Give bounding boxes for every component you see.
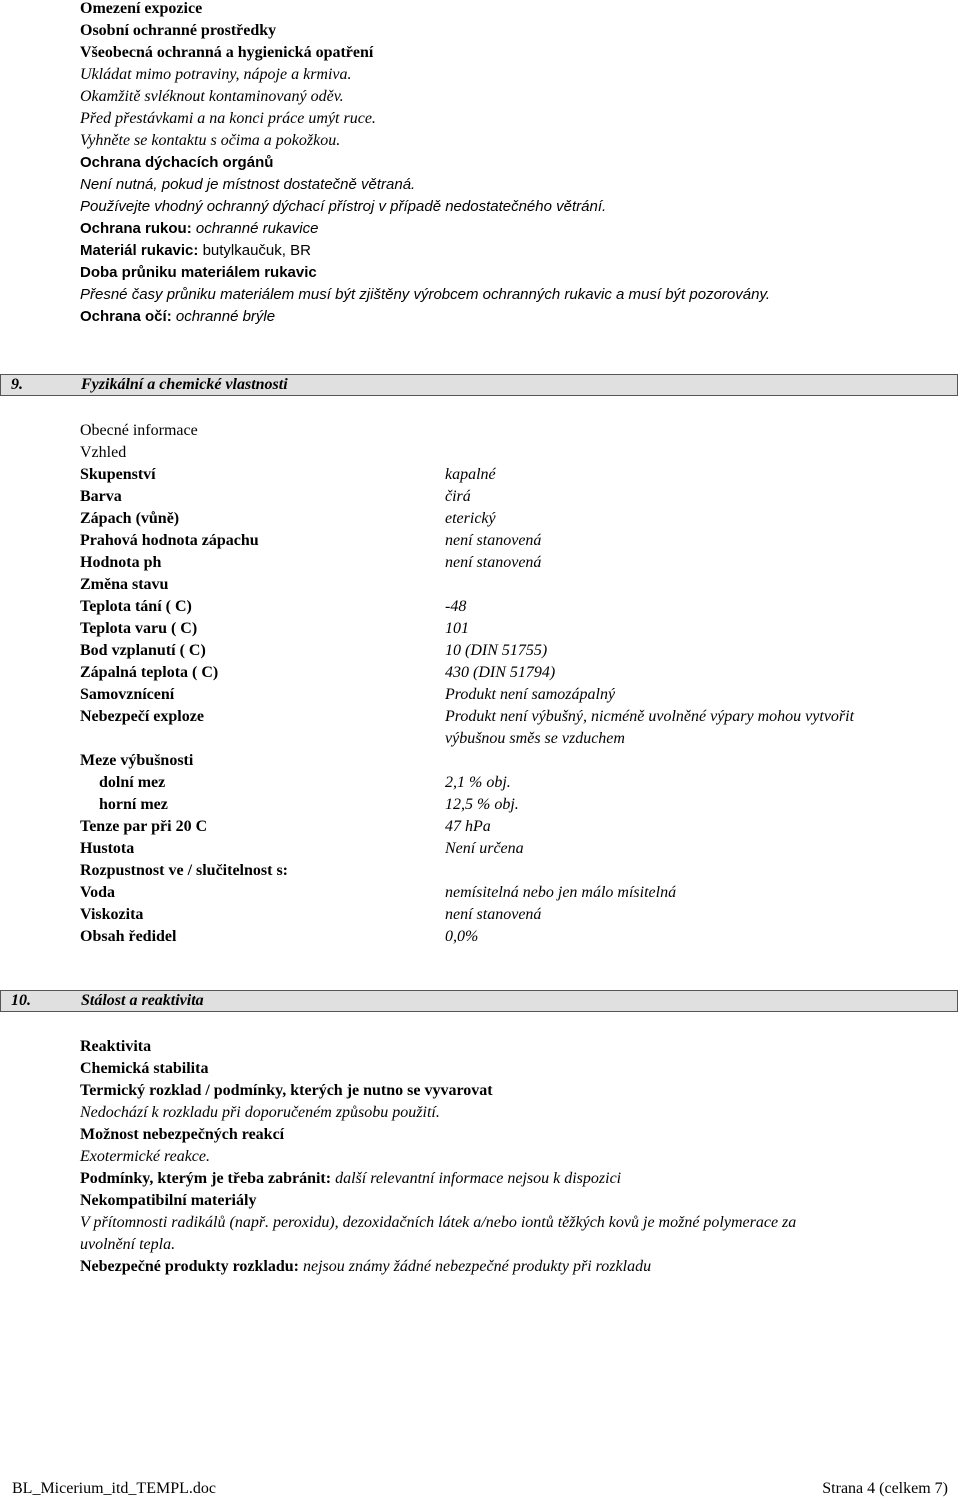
hand-protection-value: ochranné rukavice: [195, 220, 319, 237]
decomp-products-value: nejsou známy žádné nebezpečné produkty při rozkladu: [302, 1258, 652, 1275]
general-info-heading: Obecné informace: [80, 422, 198, 439]
incompatible-heading: Nekompatibilní materiály: [80, 1192, 257, 1209]
change-of-state-heading: Změna stavu: [80, 576, 169, 593]
reactivity-heading: Reaktivita: [80, 1038, 152, 1055]
incompatible-text: V přítomnosti radikálů (např. peroxidu), dezoxidačních látek a/nebo iontů těžkých kovů je možné polymerace za: [80, 1214, 797, 1231]
incompatible-text-cont: uvolnění tepla.: [80, 1236, 176, 1253]
decomposition-heading: Termický rozklad / podmínky, kterých je nutno se vyvarovat: [80, 1082, 493, 1099]
footer-filename: BL_Micerium_itd_TEMPL.doc: [12, 1480, 216, 1497]
hand-protection-label: Ochrana rukou:: [80, 220, 192, 237]
respiratory-item: Používejte vhodný ochranný dýchací přístroj v případě nedostatečného větrání.: [80, 198, 607, 215]
odor-value: eterický: [445, 510, 496, 527]
odor-threshold-value: není stanovená: [445, 532, 542, 549]
boiling-point-label: Teplota varu ( C): [80, 620, 198, 637]
lower-limit-value: 2,1 % obj.: [445, 774, 511, 791]
explosion-hazard-value-cont: výbušnou směs se vzduchem: [445, 730, 625, 747]
conditions-value: další relevantní informace nejsou k dispozici: [335, 1170, 622, 1187]
section-10-header: [0, 990, 958, 1012]
eye-protection-value: ochranné brýle: [175, 308, 276, 325]
water-label: Voda: [80, 884, 115, 901]
melting-point-label: Teplota tání ( C): [80, 598, 192, 615]
ph-value: není stanovená: [445, 554, 542, 571]
ignition-temp-label: Zápalná teplota ( C): [80, 664, 219, 681]
decomp-products-label: Nebezpečné produkty rozkladu:: [80, 1258, 299, 1275]
hazardous-reactions-heading: Možnost nebezpečných reakcí: [80, 1126, 285, 1143]
respiratory-item: Není nutná, pokud je místnost dostatečně větraná.: [80, 176, 416, 193]
breakthrough-heading: Doba průniku materiálem rukavic: [80, 264, 317, 281]
glove-material-label: Materiál rukavic:: [80, 242, 199, 259]
vapor-pressure-label: Tenze par při 20 C: [80, 818, 208, 835]
water-value: nemísitelná nebo jen málo mísitelná: [445, 884, 677, 901]
flash-point-value: 10 (DIN 51755): [445, 642, 548, 659]
hygiene-heading: Všeobecná ochranná a hygienická opatření: [80, 44, 374, 61]
odor-label: Zápach (vůně): [80, 510, 180, 527]
section-10-title: Stálost a reaktivita: [81, 992, 204, 1009]
viscosity-label: Viskozita: [80, 906, 144, 923]
state-value: kapalné: [445, 466, 496, 483]
ignition-temp-value: 430 (DIN 51794): [445, 664, 556, 681]
breakthrough-text: Přesné časy průniku materiálem musí být zjištěny výrobcem ochranných rukavic a musí být pozorovány.: [80, 286, 770, 303]
section-10-number: 10.: [11, 992, 31, 1009]
color-value: čirá: [445, 488, 471, 505]
appearance-heading: Vzhled: [80, 444, 127, 461]
upper-limit-value: 12,5 % obj.: [445, 796, 519, 813]
stability-heading: Chemická stabilita: [80, 1060, 209, 1077]
conditions-to-avoid: [80, 1168, 621, 1190]
hazardous-reactions-text: Exotermické reakce.: [80, 1148, 210, 1165]
section-9-title: Fyzikální a chemické vlastnosti: [81, 376, 288, 393]
solvent-content-label: Obsah ředidel: [80, 928, 177, 945]
density-value: Není určena: [445, 840, 524, 857]
solvent-content-value: 0,0%: [445, 928, 479, 945]
self-ignition-label: Samovznícení: [80, 686, 175, 703]
explosion-limits-heading: Meze výbušnosti: [80, 752, 194, 769]
viscosity-value: není stanovená: [445, 906, 542, 923]
exposure-limits-heading: Omezení expozice: [80, 0, 203, 17]
eye-protection: [80, 306, 275, 328]
odor-threshold-label: Prahová hodnota zápachu: [80, 532, 259, 549]
boiling-point-value: 101: [445, 620, 469, 637]
solubility-heading: Rozpustnost ve / slučitelnost s:: [80, 862, 289, 879]
glove-material-value: butylkaučuk, BR: [202, 242, 311, 259]
hand-protection: [80, 218, 318, 240]
vapor-pressure-value: 47 hPa: [445, 818, 491, 835]
upper-limit-label: horní mez: [99, 796, 168, 813]
melting-point-value: -48: [445, 598, 467, 615]
section-9-header: [0, 374, 958, 396]
explosion-hazard-value: Produkt není výbušný, nicméně uvolněné výpary mohou vytvořit: [445, 708, 855, 725]
hygiene-item: Vyhněte se kontaktu s očima a pokožkou.: [80, 132, 341, 149]
conditions-label: Podmínky, kterým je třeba zabránit:: [80, 1170, 332, 1187]
lower-limit-label: dolní mez: [99, 774, 166, 791]
respiratory-heading: Ochrana dýchacích orgánů: [80, 154, 274, 171]
glove-material: [80, 240, 311, 262]
color-label: Barva: [80, 488, 122, 505]
ppe-heading: Osobní ochranné prostředky: [80, 22, 277, 39]
hygiene-item: Před přestávkami a na konci práce umýt ruce.: [80, 110, 376, 127]
hygiene-item: Ukládat mimo potraviny, nápoje a krmiva.: [80, 66, 352, 83]
density-label: Hustota: [80, 840, 135, 857]
explosion-hazard-label: Nebezpečí exploze: [80, 708, 204, 725]
state-label: Skupenství: [80, 466, 156, 483]
hygiene-item: Okamžitě svléknout kontaminovaný oděv.: [80, 88, 344, 105]
ph-label: Hodnota ph: [80, 554, 162, 571]
decomposition-products: [80, 1256, 651, 1278]
section-9-number: 9.: [11, 376, 23, 393]
decomposition-text: Nedochází k rozkladu při doporučeném způsobu použití.: [80, 1104, 440, 1121]
self-ignition-value: Produkt není samozápalný: [445, 686, 616, 703]
flash-point-label: Bod vzplanutí ( C): [80, 642, 206, 659]
footer-page-number: Strana 4 (celkem 7): [822, 1480, 948, 1497]
eye-protection-label: Ochrana očí:: [80, 308, 172, 325]
